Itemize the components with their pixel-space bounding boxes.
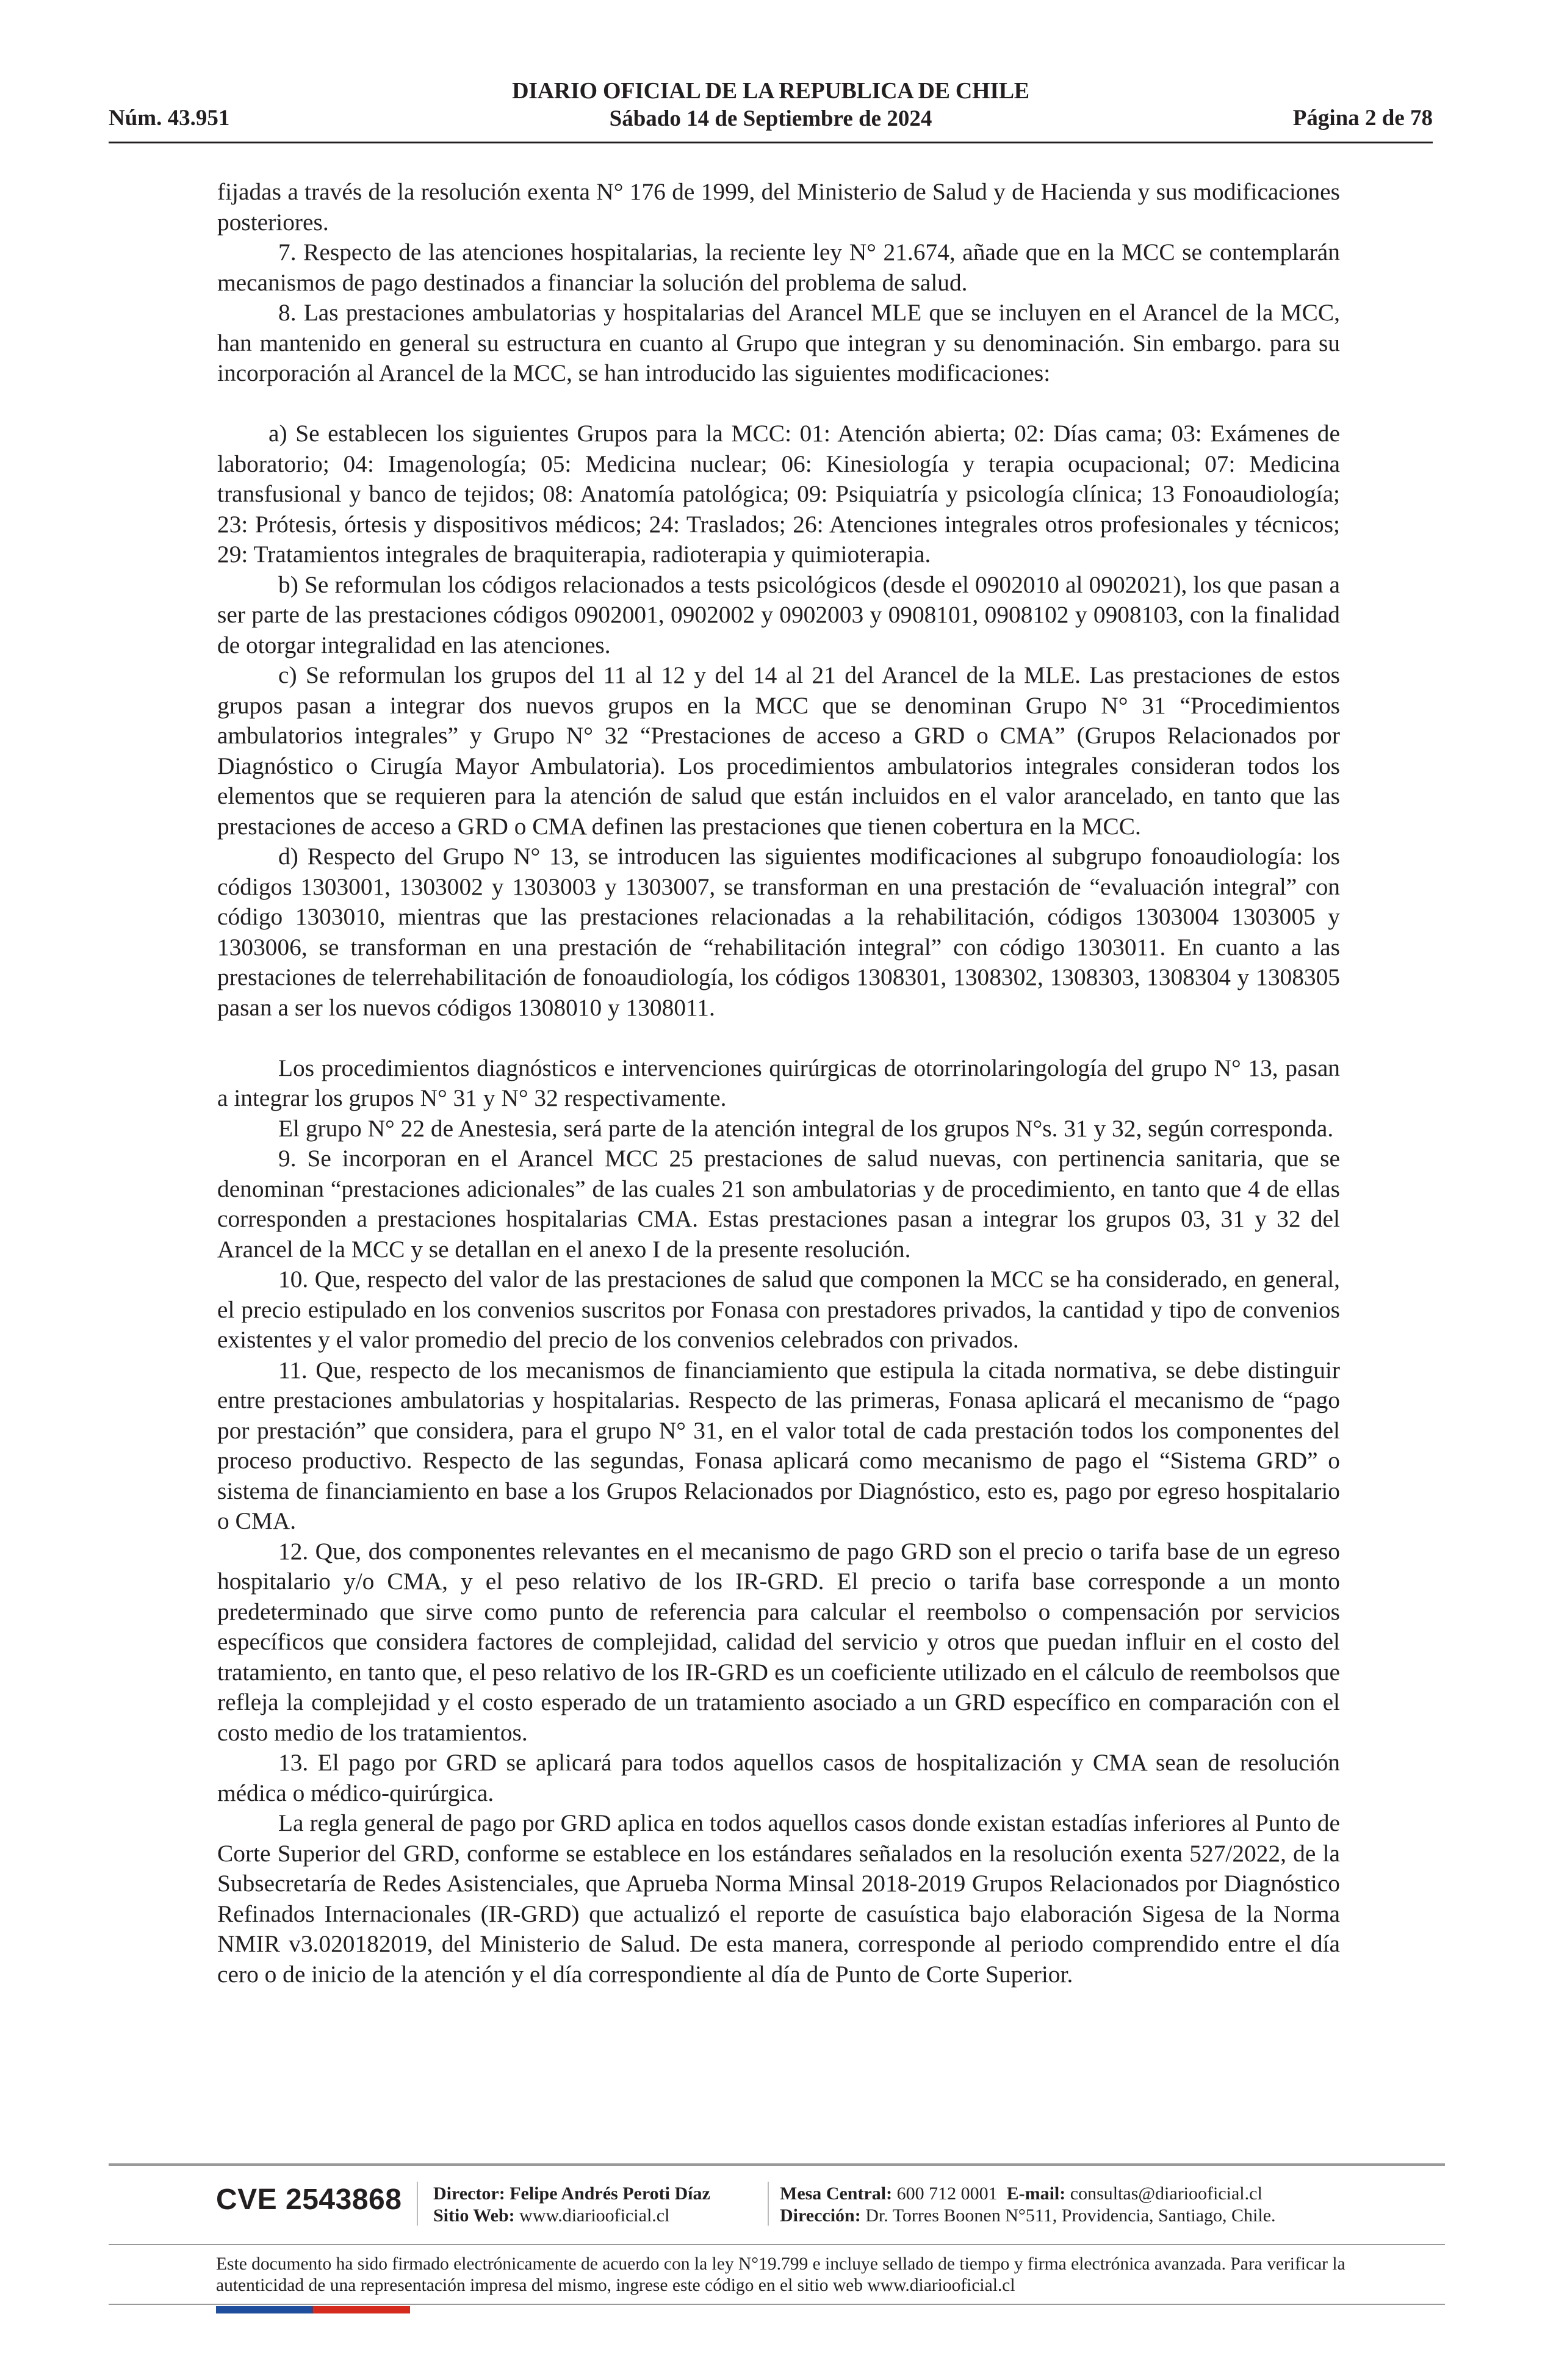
flag-stripe <box>216 2306 410 2313</box>
paragraph: 7. Respecto de las atenciones hospitalarias, la reciente ley N° 21.674, añade que en la MCC se contemplarán mecanismos de pago destinados a financiar la solución del problema de salud. <box>217 239 1340 296</box>
masthead <box>109 77 1433 133</box>
page-footer <box>109 2163 1445 2365</box>
paragraph: 9. Se incorporan en el Arancel MCC 25 prestaciones de salud nuevas, con pertinencia sanitaria, que se denominan “prestaciones adicionales” de las cuales 21 son ambulatorias y de procedimiento, en tanto que 4 de ellas corresponden a prestaciones hospitalarias CMA. Estas prestaciones pasan a integrar los grupos 03, 31 y 32 del Arancel de la MCC y se detallan en el anexo I de la presente resolución. <box>217 1145 1340 1263</box>
paragraph: 8. Las prestaciones ambulatorias y hospitalarias del Arancel MLE que se incluyen en el Arancel de la MCC, han mantenido en general su estructura en cuanto al Grupo que integran y su denominación. Sin embargo. para su incorporación al Arancel de la MCC, se han introducido las siguientes modificaciones: <box>217 299 1340 386</box>
issue-number: Núm. 43.951 <box>109 106 230 131</box>
paragraph: El grupo N° 22 de Anestesia, será parte de la atención integral de los grupos N°s. 31 y 32, según corresponda. <box>278 1114 1334 1142</box>
director-name: Felipe Andrés Peroti Díaz <box>510 2183 710 2204</box>
paragraph: 12. Que, dos componentes relevantes en el mecanismo de pago GRD son el precio o tarifa base de un egreso hospitalario y/o CMA, y el peso relativo de los IR-GRD. El precio o tarifa base corresponde a un monto predeterminado que sirve como punto de referencia para calcular el reembolso o compensación por servicios específicos que considera factores de complejidad, calidad del servicio y otros que puedan influir en el costo del tratamiento, en tanto que, el peso relativo de los IR-GRD es un coeficiente utilizado en el cálculo de reembolsos que refleja la complejidad y el costo esperado de un tratamiento asociado a un GRD específico en comparación con el costo medio de los tratamientos. <box>217 1537 1340 1746</box>
flag-blue-segment <box>216 2306 313 2313</box>
footer-contact-block <box>780 2183 1276 2227</box>
footer-divider <box>109 2163 1445 2166</box>
contact-line <box>780 2183 1276 2205</box>
address-label: Dirección: <box>780 2205 861 2226</box>
paragraph: c) Se reformulan los grupos del 11 al 12 y del 14 al 21 del Arancel de la MLE. Las prestaciones de estos grupos pasan a integrar dos nuevos grupos en la MCC que se denominan Grupo N° 31 “Procedimientos ambulatorios integrales” y Grupo N° 32 “Prestaciones de acceso a GRD o CMA” (Grupos Relacionados por Diagnóstico o Cirugía Mayor Ambulatoria). Los procedimientos ambulatorios integrales consideran todos los elementos que se requieren para la atención de salud que están incluidos en el valor arancelado, en tanto que las prestaciones de acceso a GRD o CMA definen las prestaciones que tienen cobertura en la MCC. <box>217 662 1340 840</box>
address-value: Dr. Torres Boonen N°511, Providencia, Santiago, Chile. <box>865 2205 1276 2226</box>
address-line <box>780 2205 1276 2227</box>
director-label: Director: <box>433 2183 505 2204</box>
journal-title: DIARIO OFICIAL DE LA REPUBLICA DE CHILE <box>512 78 1029 104</box>
website-label: Sitio Web: <box>433 2205 515 2226</box>
paragraph: 11. Que, respecto de los mecanismos de financiamiento que estipula la citada normativa, se debe distinguir entre prestaciones ambulatorias y hospitalarias. Respecto de las primeras, Fonasa aplicará el mecanismo de “pago por prestación” que considera, para el grupo N° 31, en el valor total de cada prestación todos los componentes del proceso productivo. Respecto de las segundas, Fonasa aplicará como mecanismo de pago el “Sistema GRD” o sistema de financiamiento en base a los Grupos Relacionados por Diagnóstico, esto es, pago por egreso hospitalario o CMA. <box>217 1356 1340 1534</box>
issue-date: Sábado 14 de Septiembre de 2024 <box>609 106 932 131</box>
paragraph-spacer <box>217 389 1340 419</box>
cve-code: CVE 2543868 <box>216 2183 402 2216</box>
footer-separator <box>768 2182 769 2226</box>
legal-note: Este documento ha sido firmado electrónicamente de acuerdo con la ley N°19.799 e incluye sellado de tiempo y firma electrónica avanzada. Para verificar la autenticidad de una representación impresa del mismo, ingrese este código en el sitio web www.diariooficial.cl <box>216 2254 1345 2295</box>
director-line <box>433 2183 710 2205</box>
paragraph: d) Respecto del Grupo N° 13, se introducen las siguientes modificaciones al subgrupo fonoaudiología: los códigos 1303001, 1303002 y 1303003 y 1303007, se transforman en una prestación de “evaluación integral” con código 1303010, mientras que las prestaciones relacionadas a la rehabilitación, códigos 1303004 1303005 y 1303006, se transforman en una prestación de “rehabilitación integral” con código 1303011. En cuanto a las prestaciones de telerrehabilitación de fonoaudiología, los códigos 1308301, 1308302, 1308303, 1308304 y 1308305 pasan a ser los nuevos códigos 1308010 y 1308011. <box>217 843 1340 1021</box>
footer-divider <box>109 2244 1445 2245</box>
phone-value: 600 712 0001 <box>896 2183 998 2204</box>
paragraph: 13. El pago por GRD se aplicará para todos aquellos casos de hospitalización y CMA sean de resolución médica o médico-quirúrgica. <box>217 1749 1340 1806</box>
document-body <box>217 177 1340 1989</box>
paragraph: fijadas a través de la resolución exenta N° 176 de 1999, del Ministerio de Salud y de Hacienda y sus modificaciones posteriores. <box>217 178 1340 236</box>
footer-separator <box>417 2182 418 2226</box>
paragraph: Los procedimientos diagnósticos e intervenciones quirúrgicas de otorrinolaringología del grupo N° 13, pasan a integrar los grupos N° 31 y N° 32 respectivamente. <box>217 1054 1340 1111</box>
footer-divider <box>109 2304 1445 2305</box>
paragraph: La regla general de pago por GRD aplica en todos aquellos casos donde existan estadías inferiores al Punto de Corte Superior del GRD, conforme se establece en los estándares señalados en la resolución exenta 527/2022, de la Subsecretaría de Redes Asistenciales, que Aprueba Norma Minsal 2018-2019 Grupos Relacionados por Diagnóstico Refinados Internacionales (IR-GRD) que actualizó el reporte de casuística bajo elaboración Sigesa de la Norma NMIR v3.020182019, del Ministerio de Salud. De esta manera, corresponde al periodo comprendido entre el día cero o de inicio de la atención y el día correspondiente al día de Punto de Corte Superior. <box>217 1809 1340 1988</box>
page-header <box>109 74 1433 135</box>
paragraph: b) Se reformulan los códigos relacionados a tests psicológicos (desde el 0902010 al 0902021), los que pasan a ser parte de las prestaciones códigos 0902001, 0902002 y 0902003 y 0908101, 0908102 y 0908103, con la finalidad de otorgar integralidad en las atenciones. <box>217 571 1340 658</box>
email-label: E-mail: <box>1006 2183 1066 2204</box>
phone-label: Mesa Central: <box>780 2183 893 2204</box>
paragraph: 10. Que, respecto del valor de las prestaciones de salud que componen la MCC se ha considerado, en general, el precio estipulado en los convenios suscritos por Fonasa con prestadores privados, la cantidad y tipo de convenios existentes y el valor promedio del precio de los convenios celebrados con privados. <box>217 1266 1340 1353</box>
website-line <box>433 2205 710 2227</box>
email-link[interactable]: consultas@diariooficial.cl <box>1070 2183 1262 2204</box>
header-divider <box>109 142 1433 143</box>
paragraph-spacer <box>217 1023 1340 1053</box>
website-link[interactable]: www.diariooficial.cl <box>519 2205 670 2226</box>
page-number: Página 2 de 78 <box>1292 106 1433 131</box>
flag-red-segment <box>313 2306 410 2313</box>
paragraph: a) Se establecen los siguientes Grupos para la MCC: 01: Atención abierta; 02: Días cama; 03: Exámenes de laboratorio; 04: Imagenología; 05: Medicina nuclear; 06: Kinesiología y terapia ocupacional; 07: Medicina transfusional y banco de tejidos; 08: Anatomía patológica; 09: Psiquiatría y psicología clínica; 13 Fonoaudiología; 23: Prótesis, órtesis y dispositivos médicos; 24: Traslados; 26: Atenciones integrales otros profesionales y técnicos; 29: Tratamientos integrales de braquiterapia, radioterapia y quimioterapia. <box>217 420 1340 568</box>
footer-director-block <box>433 2183 710 2227</box>
